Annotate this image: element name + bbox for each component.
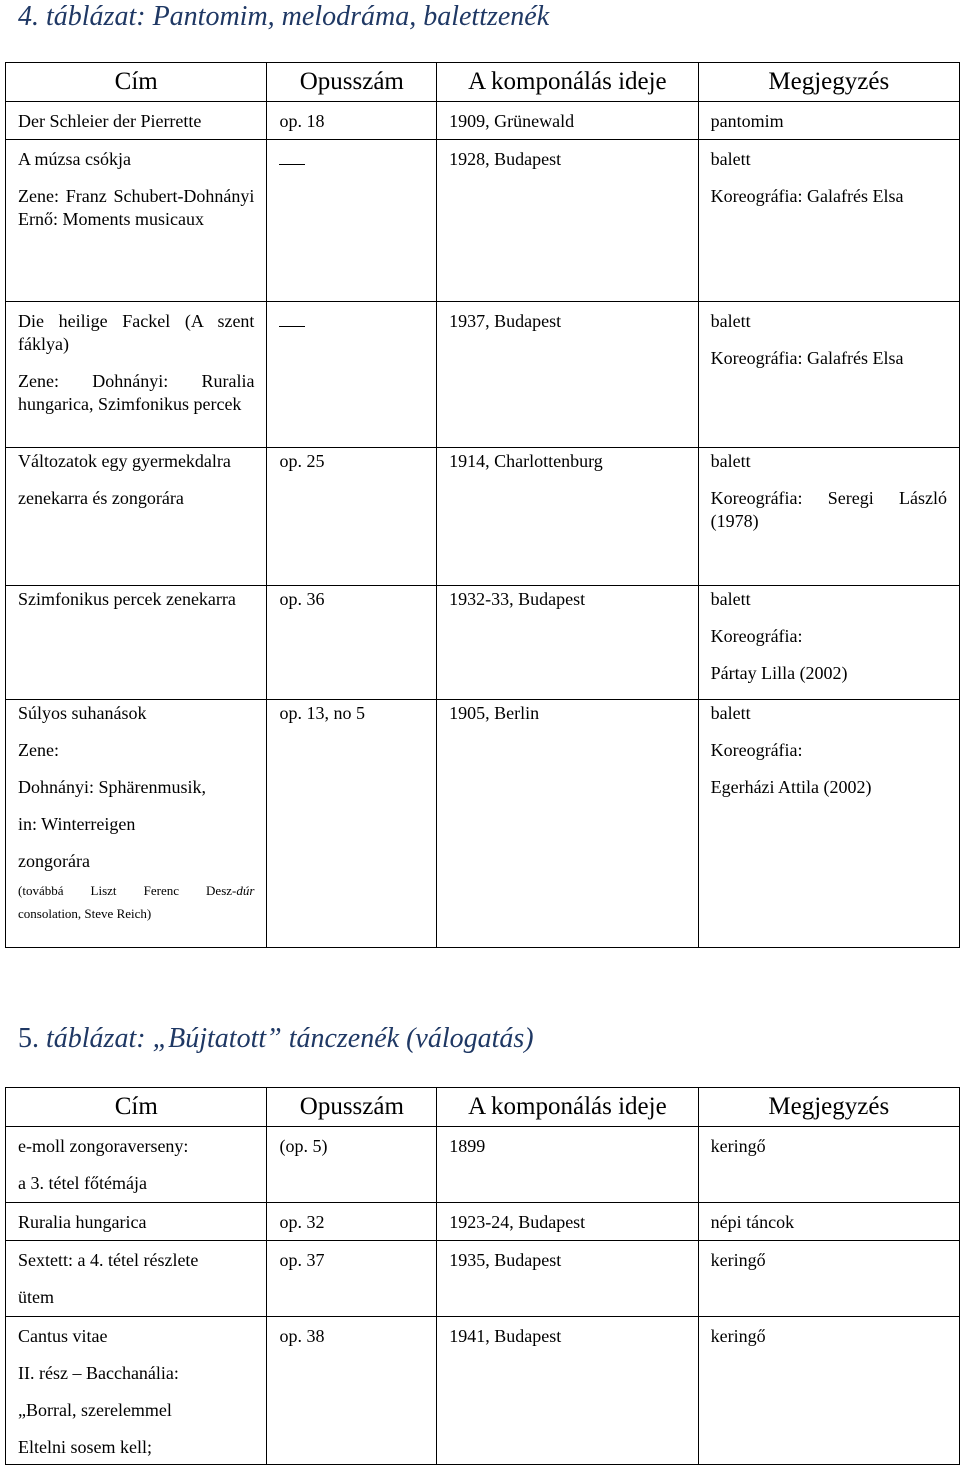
cell-note: népi táncok bbox=[710, 1212, 795, 1232]
cell-title: Változatok egy gyermekdalra bbox=[18, 451, 231, 471]
cell-title-detail: „Borral, szerelemmel bbox=[18, 1400, 172, 1420]
empty-dash bbox=[279, 164, 305, 165]
cell-title-detail: II. rész – Bacchanália: bbox=[18, 1363, 179, 1383]
cell-title-detail: zenekarra és zongorára bbox=[18, 488, 184, 508]
cell-note-detail: Pártay Lilla (2002) bbox=[710, 663, 848, 683]
table-row bbox=[6, 1127, 960, 1203]
cell-title-detail: Zene: bbox=[18, 740, 59, 760]
cell-opus: op. 38 bbox=[279, 1326, 325, 1346]
cell-note: balett bbox=[710, 589, 751, 609]
cell-opus: (op. 5) bbox=[279, 1136, 328, 1156]
cell-opus: op. 36 bbox=[279, 589, 325, 609]
cell-title-detail: ütem bbox=[18, 1287, 54, 1307]
heading-number: 4. bbox=[18, 1, 39, 32]
table-row bbox=[6, 1203, 960, 1241]
cell-note: balett bbox=[710, 311, 751, 331]
cell-date: 1932-33, Budapest bbox=[449, 589, 586, 609]
cell-title-detail: a 3. tétel főtémája bbox=[18, 1173, 147, 1193]
cell-title-footnote: (továbbá Liszt Ferenc Desz-dúr bbox=[18, 883, 255, 898]
empty-dash bbox=[279, 326, 305, 327]
cell-title-detail: Eltelni sosem kell; bbox=[18, 1437, 152, 1457]
table-row bbox=[6, 1241, 960, 1317]
cell-opus: op. 18 bbox=[279, 111, 325, 131]
cell-date: 1928, Budapest bbox=[449, 149, 562, 169]
cell-note: balett bbox=[710, 703, 751, 723]
cell-date: 1905, Berlin bbox=[449, 703, 540, 723]
cell-date: 1935, Budapest bbox=[449, 1250, 562, 1270]
column-header: Megjegyzés bbox=[698, 1088, 959, 1127]
cell-title-detail: Zene: Dohnányi: Ruralia hungarica, Szimfonikus percek bbox=[18, 371, 255, 414]
cell-note: keringő bbox=[710, 1136, 766, 1156]
heading-title: Pantomim, melodráma, balettzenék bbox=[152, 1, 550, 32]
cell-note-detail: Koreográfia: Galafrés Elsa bbox=[710, 348, 904, 368]
cell-date: 1914, Charlottenburg bbox=[449, 451, 603, 471]
cell-date: 1941, Budapest bbox=[449, 1326, 562, 1346]
cell-opus: op. 37 bbox=[279, 1250, 325, 1270]
cell-note-detail: Koreográfia: Galafrés Elsa bbox=[710, 186, 904, 206]
table-row bbox=[6, 102, 960, 140]
cell-title-detail: zongorára bbox=[18, 851, 90, 871]
cell-title: Die heilige Fackel (A szent fáklya) bbox=[18, 311, 255, 354]
cell-title-detail: Zene: Franz Schubert-Dohnányi Ernő: Moments musicaux bbox=[18, 186, 255, 229]
table-row bbox=[6, 1317, 960, 1465]
table4 bbox=[5, 62, 960, 948]
table5 bbox=[5, 1087, 960, 1465]
table-row bbox=[6, 140, 960, 302]
cell-date: 1937, Budapest bbox=[449, 311, 562, 331]
column-header: Opusszám bbox=[267, 1088, 437, 1127]
table4-heading bbox=[18, 0, 549, 34]
cell-opus: op. 32 bbox=[279, 1212, 325, 1232]
cell-note-detail: Koreográfia: bbox=[710, 626, 803, 646]
table-header-row bbox=[6, 1088, 960, 1127]
heading-title: „Bújtatott” tánczenék (válogatás) bbox=[152, 1023, 534, 1054]
cell-note-detail: Egerházi Attila (2002) bbox=[710, 777, 872, 797]
table5-heading bbox=[18, 1022, 534, 1056]
cell-note-detail: Koreográfia: Seregi László (1978) bbox=[710, 488, 947, 531]
cell-title: Szimfonikus percek zenekarra bbox=[18, 589, 236, 609]
cell-note: keringő bbox=[710, 1250, 766, 1270]
column-header: Opusszám bbox=[267, 63, 437, 102]
table-row bbox=[6, 700, 960, 948]
cell-date: 1923-24, Budapest bbox=[449, 1212, 586, 1232]
cell-title-detail: Dohnányi: Sphärenmusik, bbox=[18, 777, 206, 797]
cell-title: Súlyos suhanások bbox=[18, 703, 147, 723]
cell-title-footnote: consolation, Steve Reich) bbox=[18, 906, 152, 921]
cell-note-detail: Koreográfia: bbox=[710, 740, 803, 760]
column-header: A komponálás ideje bbox=[437, 1088, 698, 1127]
column-header: Cím bbox=[6, 1088, 267, 1127]
cell-title-detail: in: Winterreigen bbox=[18, 814, 136, 834]
cell-opus: op. 25 bbox=[279, 451, 325, 471]
heading-label: táblázat: bbox=[46, 1, 146, 32]
cell-note: balett bbox=[710, 149, 751, 169]
cell-opus: op. 13, no 5 bbox=[279, 703, 365, 723]
cell-note: pantomim bbox=[710, 111, 784, 131]
cell-title: Cantus vitae bbox=[18, 1326, 108, 1346]
column-header: Cím bbox=[6, 63, 267, 102]
cell-title: A múzsa csókja bbox=[18, 149, 131, 169]
table-row bbox=[6, 448, 960, 586]
cell-title: Sextett: a 4. tétel részlete bbox=[18, 1250, 199, 1270]
column-header: Megjegyzés bbox=[698, 63, 959, 102]
cell-note: balett bbox=[710, 451, 751, 471]
table-row bbox=[6, 586, 960, 700]
column-header: A komponálás ideje bbox=[437, 63, 698, 102]
table-header-row bbox=[6, 63, 960, 102]
cell-title: Der Schleier der Pierrette bbox=[18, 111, 202, 131]
cell-date: 1909, Grünewald bbox=[449, 111, 575, 131]
table-row bbox=[6, 302, 960, 448]
heading-label: táblázat: bbox=[46, 1023, 146, 1054]
cell-note: keringő bbox=[710, 1326, 766, 1346]
heading-number: 5. bbox=[18, 1023, 39, 1054]
cell-title: e-moll zongoraverseny: bbox=[18, 1136, 189, 1156]
cell-title: Ruralia hungarica bbox=[18, 1212, 147, 1232]
cell-date: 1899 bbox=[449, 1136, 486, 1156]
